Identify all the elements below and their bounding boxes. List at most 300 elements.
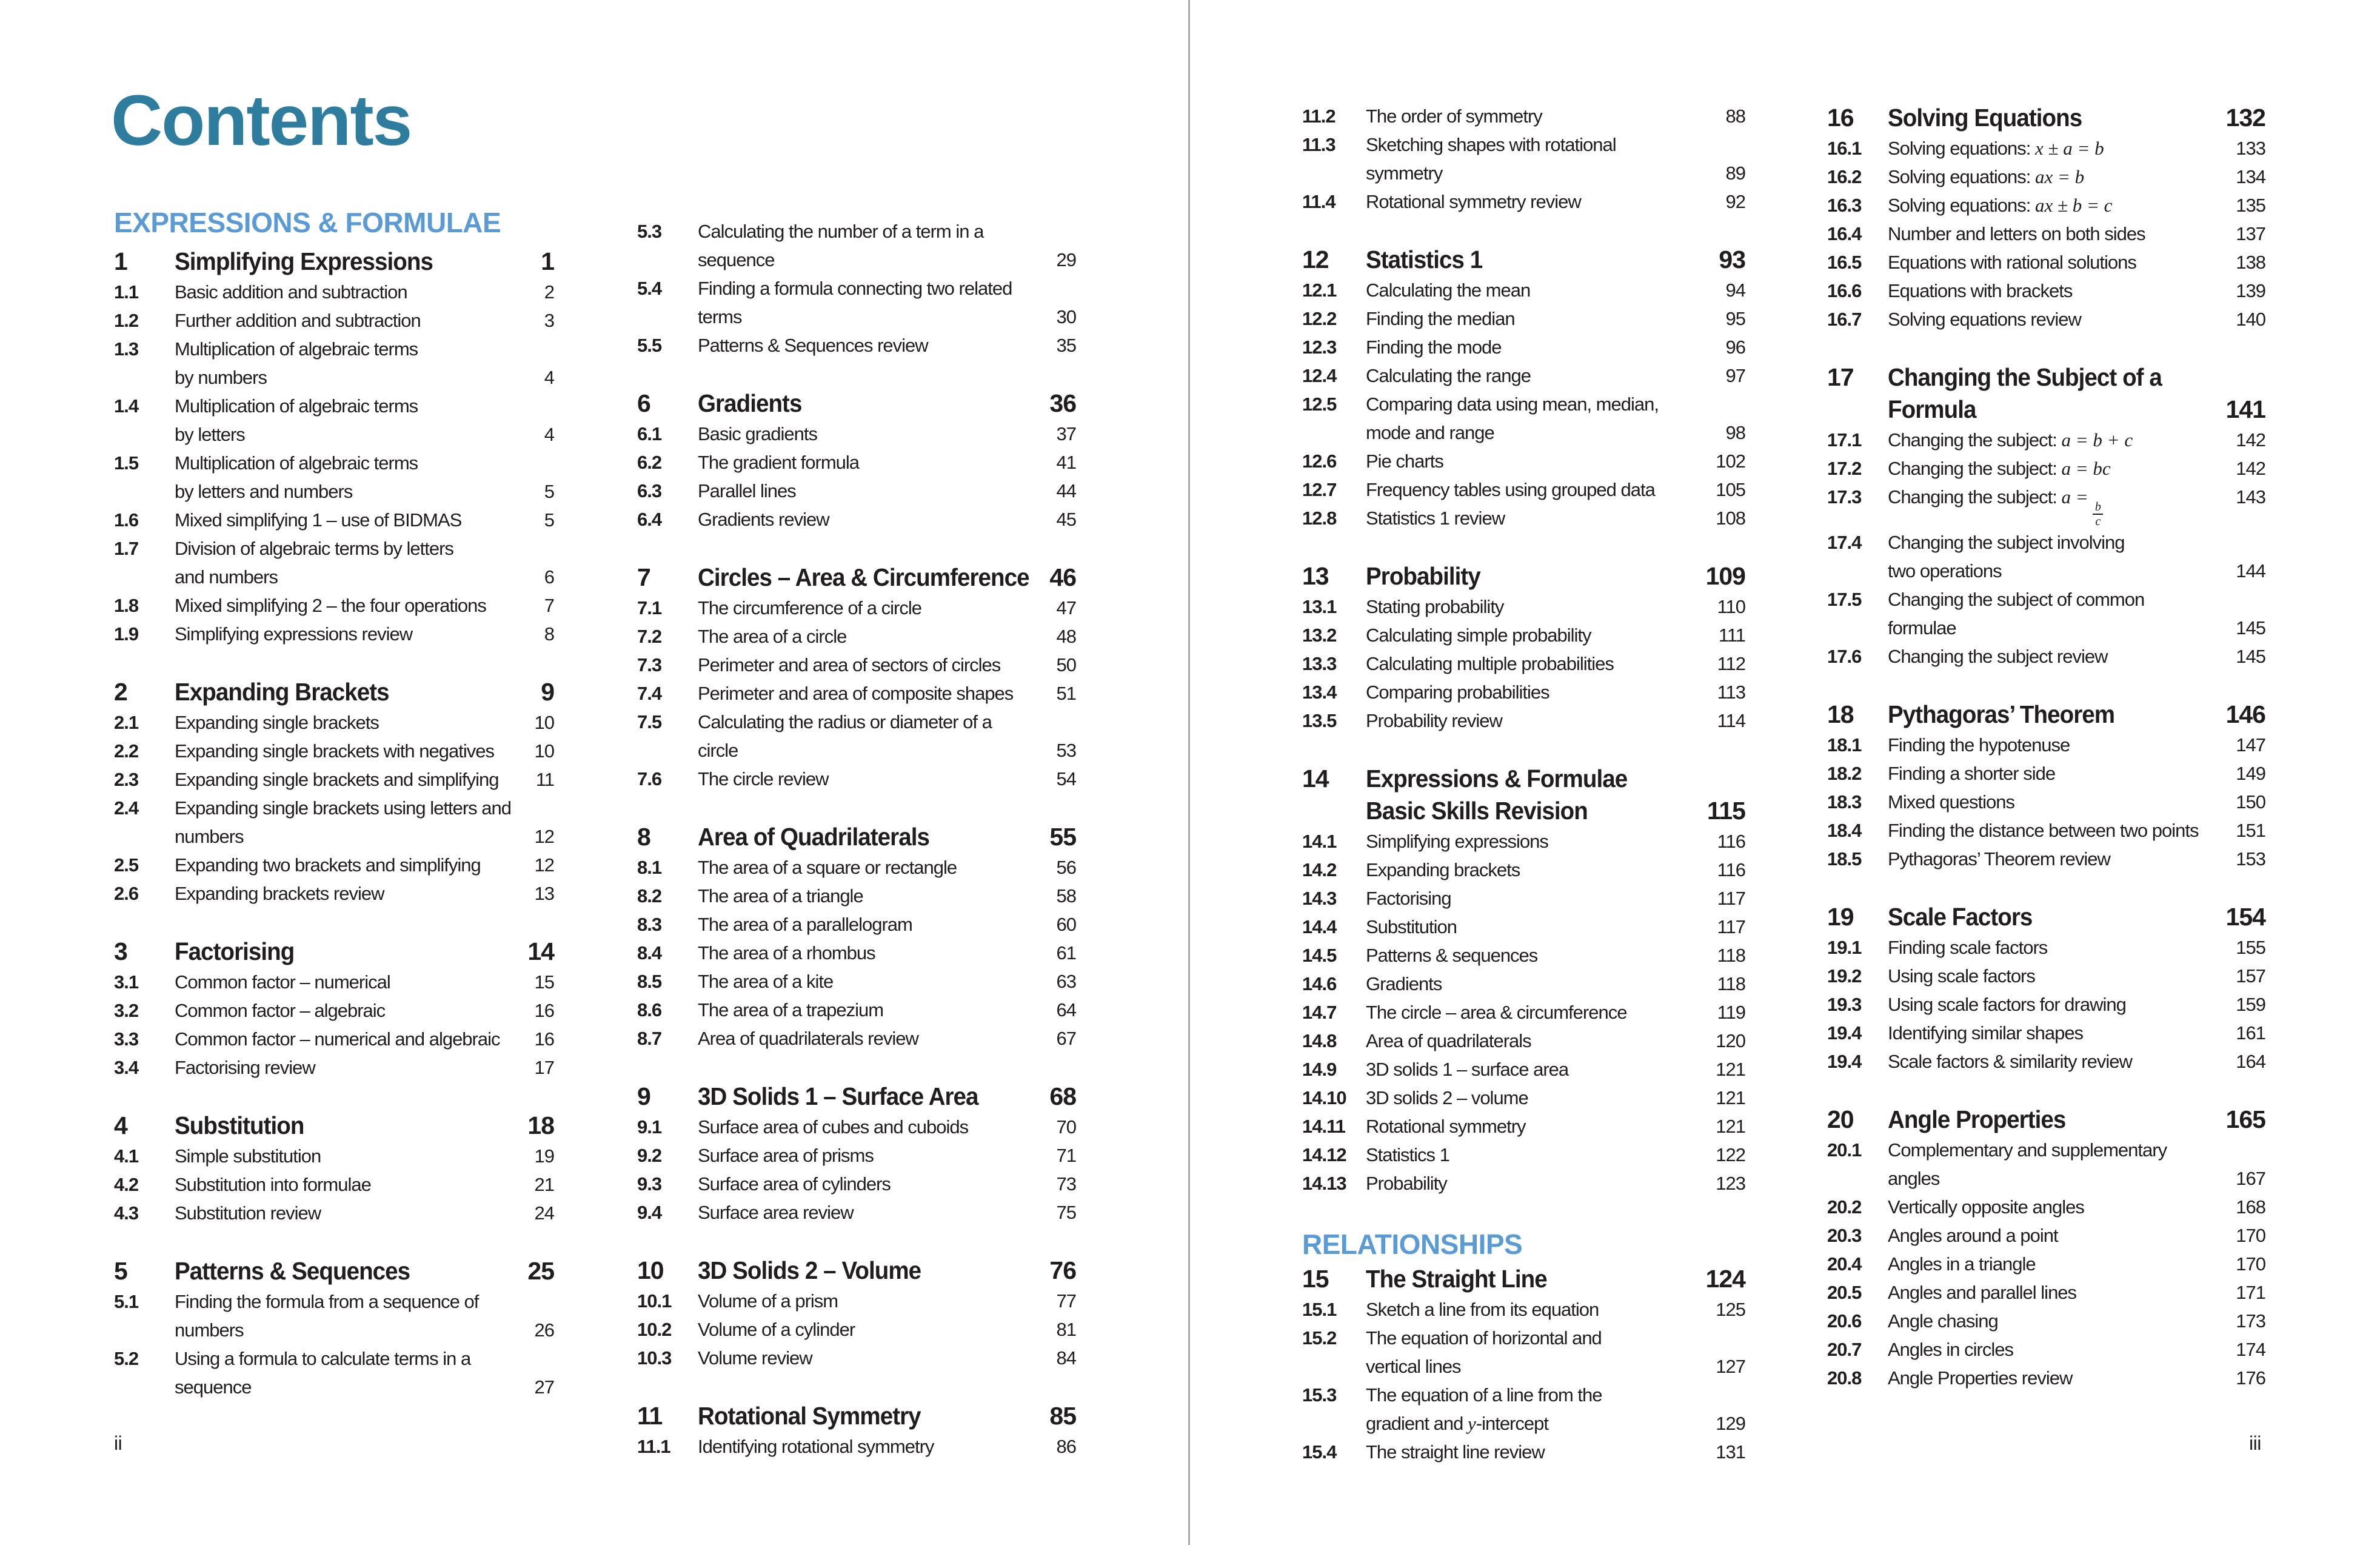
entry-number: 8.2 (637, 885, 662, 907)
entry-number: 18.3 (1827, 791, 1862, 813)
entry-title: Angle Properties (1888, 1105, 2066, 1133)
entry-title: The circle – area & circumference (1366, 1002, 1627, 1023)
entry-page: 4 (544, 367, 554, 388)
entry-number: 15.3 (1302, 1384, 1337, 1406)
entry-page: 14 (527, 937, 554, 965)
toc-item-row (1827, 220, 2265, 248)
entry-page: 16 (534, 1028, 554, 1050)
toc-item-row (637, 996, 1076, 1024)
entry-number: 1 (114, 247, 127, 275)
toc-chapter-row (114, 246, 554, 278)
entry-title: Probability review (1366, 710, 1502, 731)
toc-item-row (637, 1287, 1076, 1315)
toc-item-row (637, 448, 1076, 477)
entry-title: The straight line review (1366, 1441, 1545, 1463)
toc-item-row (637, 853, 1076, 882)
toc-item-row (1827, 528, 2265, 557)
toc-item-row (1827, 1019, 2265, 1047)
toc-item-row (1302, 1324, 1745, 1352)
entry-number: 2 (114, 678, 127, 706)
entry-title: Probability (1366, 562, 1480, 590)
entry-page: 8 (544, 623, 554, 645)
toc-item-row (114, 851, 554, 879)
toc-item-row (114, 1025, 554, 1053)
entry-page: 13 (534, 883, 554, 904)
toc-item-row (1827, 426, 2265, 454)
toc-item-row (1827, 483, 2265, 528)
entry-page: 19 (534, 1145, 554, 1167)
toc-item-row (637, 331, 1076, 360)
entry-number: 3.2 (114, 1000, 139, 1021)
entry-number: 19.3 (1827, 994, 1862, 1015)
toc-item-row (114, 737, 554, 765)
entry-title: Multiplication of algebraic terms (175, 395, 418, 417)
entry-page: 51 (1056, 683, 1076, 704)
entry-title: vertical lines (1366, 1356, 1461, 1377)
entry-page: 17 (534, 1057, 554, 1078)
toc-item-row (1302, 856, 1745, 884)
entry-page: 159 (2236, 994, 2265, 1015)
entry-number: 5.2 (114, 1348, 139, 1369)
entry-page: 142 (2236, 458, 2265, 479)
toc-item-row (114, 335, 554, 363)
entry-page: 102 (1716, 451, 1745, 472)
toc-item-row (114, 506, 554, 534)
entry-title: The area of a kite (698, 971, 834, 992)
toc-item-row (114, 708, 554, 737)
entry-page: 157 (2236, 965, 2265, 987)
entry-number: 16.6 (1827, 280, 1862, 301)
entry-number: 11.3 (1302, 134, 1335, 155)
entry-number: 1.2 (114, 310, 139, 331)
toc-item-row (114, 420, 554, 449)
entry-page: 71 (1056, 1145, 1076, 1166)
entry-title: Sketching shapes with rotational (1366, 134, 1616, 155)
entry-title: Identifying similar shapes (1888, 1022, 2084, 1044)
entry-number: 15 (1302, 1265, 1329, 1293)
toc-item-row (1827, 305, 2265, 333)
toc-item-row (114, 879, 554, 908)
entry-title: Finding the median (1366, 308, 1515, 329)
toc-item-row (1302, 913, 1745, 941)
entry-page: 143 (2236, 486, 2265, 508)
entry-page: 164 (2236, 1051, 2265, 1072)
entry-page: 48 (1056, 626, 1076, 647)
toc-item-row (637, 622, 1076, 651)
entry-number: 17.4 (1827, 532, 1862, 553)
fraction-denominator: c (2093, 514, 2103, 528)
entry-page: 110 (1717, 596, 1745, 617)
toc-item-row (114, 1373, 554, 1401)
entry-page: 142 (2236, 429, 2265, 451)
toc-item-row (1827, 191, 2265, 220)
entry-number: 14.3 (1302, 888, 1337, 909)
entry-number: 17.3 (1827, 486, 1862, 508)
entry-title: angles (1888, 1168, 1940, 1189)
entry-number: 17.5 (1827, 589, 1862, 610)
entry-number: 14.9 (1302, 1059, 1337, 1080)
entry-title: Solving equations: ax ± b = c (1888, 195, 2113, 216)
entry-title: Finding the formula from a sequence of (175, 1291, 479, 1312)
toc-item-row (637, 303, 1076, 331)
toc-item-row (637, 708, 1076, 736)
entry-number: 8 (637, 823, 650, 851)
math-expression: ax ± b = c (2034, 195, 2113, 216)
entry-title: Multiplication of algebraic terms (175, 338, 418, 360)
entry-page: 121 (1716, 1087, 1745, 1108)
entry-title: sequence (175, 1376, 252, 1398)
toc-item-row (1302, 884, 1745, 913)
entry-number: 20.6 (1827, 1310, 1862, 1332)
entry-title: Rotational symmetry (1366, 1116, 1526, 1137)
entry-number: 2.6 (114, 883, 139, 904)
entry-number: 19 (1827, 903, 1854, 931)
entry-number: 7.4 (637, 683, 662, 704)
entry-number: 11.1 (637, 1436, 670, 1457)
entry-title: The equation of a line from the (1366, 1384, 1602, 1406)
entry-title: Gradients (1366, 973, 1442, 994)
entry-title: formulae (1888, 617, 1956, 638)
toc-chapter-row (637, 561, 1076, 594)
entry-page: 146 (2225, 700, 2265, 728)
entry-page: 168 (2236, 1196, 2265, 1218)
entry-number: 9 (637, 1082, 650, 1110)
entry-title: Probability (1366, 1173, 1447, 1194)
toc-item-row (114, 306, 554, 335)
entry-number: 13.2 (1302, 625, 1337, 646)
toc-item-row (1302, 827, 1745, 856)
entry-number: 2.5 (114, 854, 139, 876)
math-expression: x ± a = b (2034, 138, 2104, 159)
toc-item-row (1302, 102, 1745, 130)
toc-item-row (1302, 187, 1745, 216)
toc-item-row (637, 736, 1076, 765)
entry-page: 125 (1716, 1299, 1745, 1320)
entry-number: 14.8 (1302, 1030, 1337, 1051)
entry-page: 35 (1056, 335, 1076, 356)
entry-title: Sketch a line from its equation (1366, 1299, 1599, 1320)
math-expression: ax = b (2034, 166, 2085, 187)
toc-item-row (1302, 333, 1745, 361)
toc-item-row (114, 765, 554, 794)
entry-number: 12.2 (1302, 308, 1337, 329)
entry-title: Expressions & Formulae (1366, 765, 1628, 793)
entry-title: two operations (1888, 560, 2002, 581)
entry-title: Expanding two brackets and simplifying (175, 854, 481, 876)
entry-number: 6.4 (637, 509, 662, 530)
toc-item-row (114, 534, 554, 563)
entry-page: 161 (2236, 1022, 2265, 1044)
entry-page: 132 (2225, 104, 2265, 132)
entry-number: 10.2 (637, 1319, 672, 1340)
toc-chapter-row (1827, 394, 2265, 426)
entry-number: 9.1 (637, 1116, 662, 1138)
entry-number: 5 (114, 1257, 127, 1285)
entry-title: Stating probability (1366, 596, 1504, 617)
entry-number: 16.4 (1827, 223, 1862, 244)
entry-number: 6.1 (637, 423, 662, 444)
entry-page: 145 (2236, 646, 2265, 667)
entry-page: 135 (2236, 195, 2265, 216)
entry-number: 13.4 (1302, 682, 1337, 703)
entry-title: Simplifying expressions (1366, 831, 1548, 852)
entry-page: 81 (1056, 1319, 1076, 1340)
entry-page: 41 (1056, 452, 1076, 473)
entry-title: 3D Solids 2 – Volume (698, 1256, 921, 1284)
toc-item-row (1302, 1084, 1745, 1112)
toc-item-row (1302, 1055, 1745, 1084)
toc-item-row (637, 882, 1076, 910)
entry-number: 11.2 (1302, 106, 1335, 127)
toc-item-row (1827, 990, 2265, 1019)
entry-title: Identifying rotational symmetry (698, 1436, 934, 1457)
entry-number: 20.3 (1827, 1225, 1862, 1246)
toc-item-row (1827, 933, 2265, 962)
entry-page: 98 (1725, 422, 1745, 443)
entry-page: 25 (527, 1257, 554, 1285)
entry-page: 124 (1705, 1265, 1745, 1293)
entry-number: 1.1 (114, 281, 139, 303)
entry-number: 14.1 (1302, 831, 1337, 852)
toc-chapter-row (114, 1255, 554, 1287)
entry-number: 20.8 (1827, 1367, 1862, 1389)
toc-item-row (637, 1198, 1076, 1227)
entry-page: 54 (1056, 768, 1076, 789)
entry-title: Changing the subject involving (1888, 532, 2125, 553)
entry-title: Factorising (1366, 888, 1451, 909)
entry-number: 8.6 (637, 999, 662, 1021)
toc-item-row (637, 939, 1076, 967)
entry-number: 16 (1827, 104, 1854, 132)
entry-page: 77 (1056, 1290, 1076, 1312)
entry-page: 123 (1716, 1173, 1745, 1194)
entry-title: Finding scale factors (1888, 937, 2048, 958)
toc-chapter-row (114, 676, 554, 708)
entry-title: Scale Factors (1888, 903, 2033, 931)
entry-title: mode and range (1366, 422, 1494, 443)
toc-item-row (114, 563, 554, 591)
entry-page: 37 (1056, 423, 1076, 444)
entry-page: 173 (2236, 1310, 2265, 1332)
math-expression: a = (2061, 486, 2093, 508)
entry-title: The area of a trapezium (698, 999, 884, 1021)
entry-title: Patterns & sequences (1366, 945, 1538, 966)
entry-page: 150 (2236, 791, 2265, 813)
entry-page: 92 (1725, 191, 1745, 212)
entry-page: 45 (1056, 509, 1076, 530)
entry-number: 18.4 (1827, 820, 1862, 841)
entry-title: Area of quadrilaterals review (698, 1028, 918, 1049)
entry-title: Substitution (175, 1111, 304, 1139)
entry-number: 7.3 (637, 654, 662, 675)
toc-item-row (1302, 941, 1745, 970)
entry-page: 10 (534, 740, 554, 762)
entry-number: 2.4 (114, 797, 139, 819)
entry-page: 29 (1056, 249, 1076, 270)
toc-item-row (1827, 788, 2265, 816)
toc-item-row (637, 679, 1076, 708)
entry-number: 5.3 (637, 221, 662, 242)
page-number-right: iii (2249, 1432, 2261, 1454)
entry-number: 7.2 (637, 626, 662, 647)
entry-page: 138 (2236, 252, 2265, 273)
entry-title: The circle review (698, 768, 829, 789)
entry-number: 4.1 (114, 1145, 139, 1167)
entry-number: 8.1 (637, 857, 662, 878)
entry-number: 20.7 (1827, 1339, 1862, 1360)
entry-number: 6 (637, 389, 650, 417)
entry-title: Expanding brackets review (175, 883, 384, 904)
toc-item-row (114, 1170, 554, 1199)
toc-item-row (637, 1344, 1076, 1372)
toc-item-row (114, 794, 554, 822)
entry-page: 170 (2236, 1253, 2265, 1275)
entry-number: 5.1 (114, 1291, 139, 1312)
entry-number: 3.4 (114, 1057, 139, 1078)
entry-title: by letters and numbers (175, 481, 353, 502)
entry-number: 14 (1302, 765, 1329, 793)
entry-page: 12 (534, 826, 554, 847)
entry-page: 86 (1056, 1436, 1076, 1457)
toc-item-row (1827, 1193, 2265, 1221)
entry-title: Simple substitution (175, 1145, 321, 1167)
entry-title: The area of a square or rectangle (698, 857, 957, 878)
entry-title: Calculating the number of a term in a (698, 221, 984, 242)
entry-title: Statistics 1 (1366, 246, 1483, 273)
toc-item-row (1827, 845, 2265, 873)
entry-title: Volume of a cylinder (698, 1319, 855, 1340)
entry-number: 6.3 (637, 480, 662, 501)
entry-title: Mixed questions (1888, 791, 2015, 813)
entry-number: 17.1 (1827, 429, 1862, 451)
entry-number: 2.3 (114, 769, 139, 790)
toc-item-row (1302, 504, 1745, 532)
entry-page: 154 (2225, 903, 2265, 931)
entry-page: 96 (1725, 337, 1745, 358)
entry-page: 155 (2236, 937, 2265, 958)
entry-number: 18 (1827, 700, 1854, 728)
entry-number: 17 (1827, 363, 1854, 391)
toc-chapter-row (1302, 244, 1745, 276)
toc-item-row (637, 505, 1076, 534)
entry-page: 50 (1056, 654, 1076, 675)
entry-number: 1.4 (114, 395, 139, 417)
toc-item-row (1302, 1027, 1745, 1055)
entry-number: 9.2 (637, 1145, 662, 1166)
toc-item-row (1302, 1409, 1745, 1438)
entry-number: 1.9 (114, 623, 139, 645)
entry-number: 12.4 (1302, 365, 1337, 386)
toc-item-row (1827, 1364, 2265, 1392)
entry-page: 118 (1717, 945, 1745, 966)
entry-page: 26 (534, 1319, 554, 1341)
entry-page: 140 (2236, 309, 2265, 330)
entry-title: The equation of horizontal and (1366, 1327, 1602, 1349)
contents-title: Contents (111, 81, 412, 161)
entry-number: 16.7 (1827, 309, 1862, 330)
entry-page: 118 (1717, 973, 1745, 994)
entry-title: Basic addition and subtraction (175, 281, 407, 303)
entry-number: 19.2 (1827, 965, 1862, 987)
entry-title: Calculating the radius or diameter of a (698, 711, 992, 732)
entry-title: Substitution (1366, 916, 1457, 937)
entry-page: 63 (1056, 971, 1076, 992)
entry-title: Division of algebraic terms by letters (175, 538, 453, 559)
toc-item-row (1302, 706, 1745, 735)
toc-item-row (1302, 447, 1745, 475)
entry-title: Finding the hypotenuse (1888, 734, 2070, 756)
toc-chapter-row (1827, 699, 2265, 731)
entry-number: 10 (637, 1256, 664, 1284)
toc-item-row (637, 1024, 1076, 1053)
entry-title: The circumference of a circle (698, 597, 921, 618)
entry-title: The area of a circle (698, 626, 847, 647)
entry-page: 105 (1716, 479, 1745, 500)
entry-title: Area of Quadrilaterals (698, 823, 930, 851)
toc-item-row (1302, 1352, 1745, 1381)
entry-number: 16.1 (1827, 138, 1862, 159)
entry-title: by letters (175, 424, 245, 445)
entry-title: Circles – Area & Circumference (698, 563, 1029, 591)
toc-item-row (1827, 134, 2265, 163)
entry-page: 176 (2236, 1367, 2265, 1389)
toc-item-row (637, 274, 1076, 303)
entry-title: and numbers (175, 566, 278, 588)
toc-item-row (114, 968, 554, 996)
entry-page: 117 (1717, 888, 1745, 909)
entry-page: 88 (1725, 106, 1745, 127)
entry-page: 36 (1049, 389, 1076, 417)
entry-title: Expanding single brackets and simplifying (175, 769, 499, 790)
toc-item-row (1302, 1169, 1745, 1198)
entry-page: 109 (1705, 562, 1745, 590)
toc-item-row (1827, 759, 2265, 788)
toc-item-row (114, 477, 554, 506)
toc-item-row (637, 765, 1076, 793)
entry-page: 12 (534, 854, 554, 876)
entry-page: 141 (2225, 395, 2265, 423)
toc-item-row (637, 1170, 1076, 1198)
entry-page: 149 (2236, 763, 2265, 784)
entry-number: 10.1 (637, 1290, 672, 1312)
entry-number: 20.2 (1827, 1196, 1862, 1218)
toc-item-row (637, 910, 1076, 939)
entry-title: Solving Equations (1888, 104, 2082, 132)
entry-title: Statistics 1 (1366, 1144, 1449, 1165)
toc-item-row (1302, 1295, 1745, 1324)
toc-item-row (637, 477, 1076, 505)
entry-title: Calculating multiple probabilities (1366, 653, 1614, 674)
entry-page: 165 (2225, 1105, 2265, 1133)
entry-title: Calculating simple probability (1366, 625, 1591, 646)
entry-number: 20.5 (1827, 1282, 1862, 1303)
entry-number: 12.6 (1302, 451, 1337, 472)
toc-item-row (114, 1316, 554, 1344)
entry-number: 20 (1827, 1105, 1854, 1133)
entry-title: Further addition and subtraction (175, 310, 421, 331)
toc-chapter-row (114, 936, 554, 968)
entry-title: Substitution review (175, 1202, 321, 1224)
entry-number: 18.5 (1827, 848, 1862, 870)
toc-item-row (637, 967, 1076, 996)
entry-number: 14.10 (1302, 1087, 1346, 1108)
entry-page: 75 (1056, 1202, 1076, 1223)
entry-number: 14.12 (1302, 1144, 1346, 1165)
entry-page: 151 (2236, 820, 2265, 841)
entry-title: Angle chasing (1888, 1310, 1998, 1332)
entry-number: 12.1 (1302, 280, 1337, 301)
entry-page: 56 (1056, 857, 1076, 878)
